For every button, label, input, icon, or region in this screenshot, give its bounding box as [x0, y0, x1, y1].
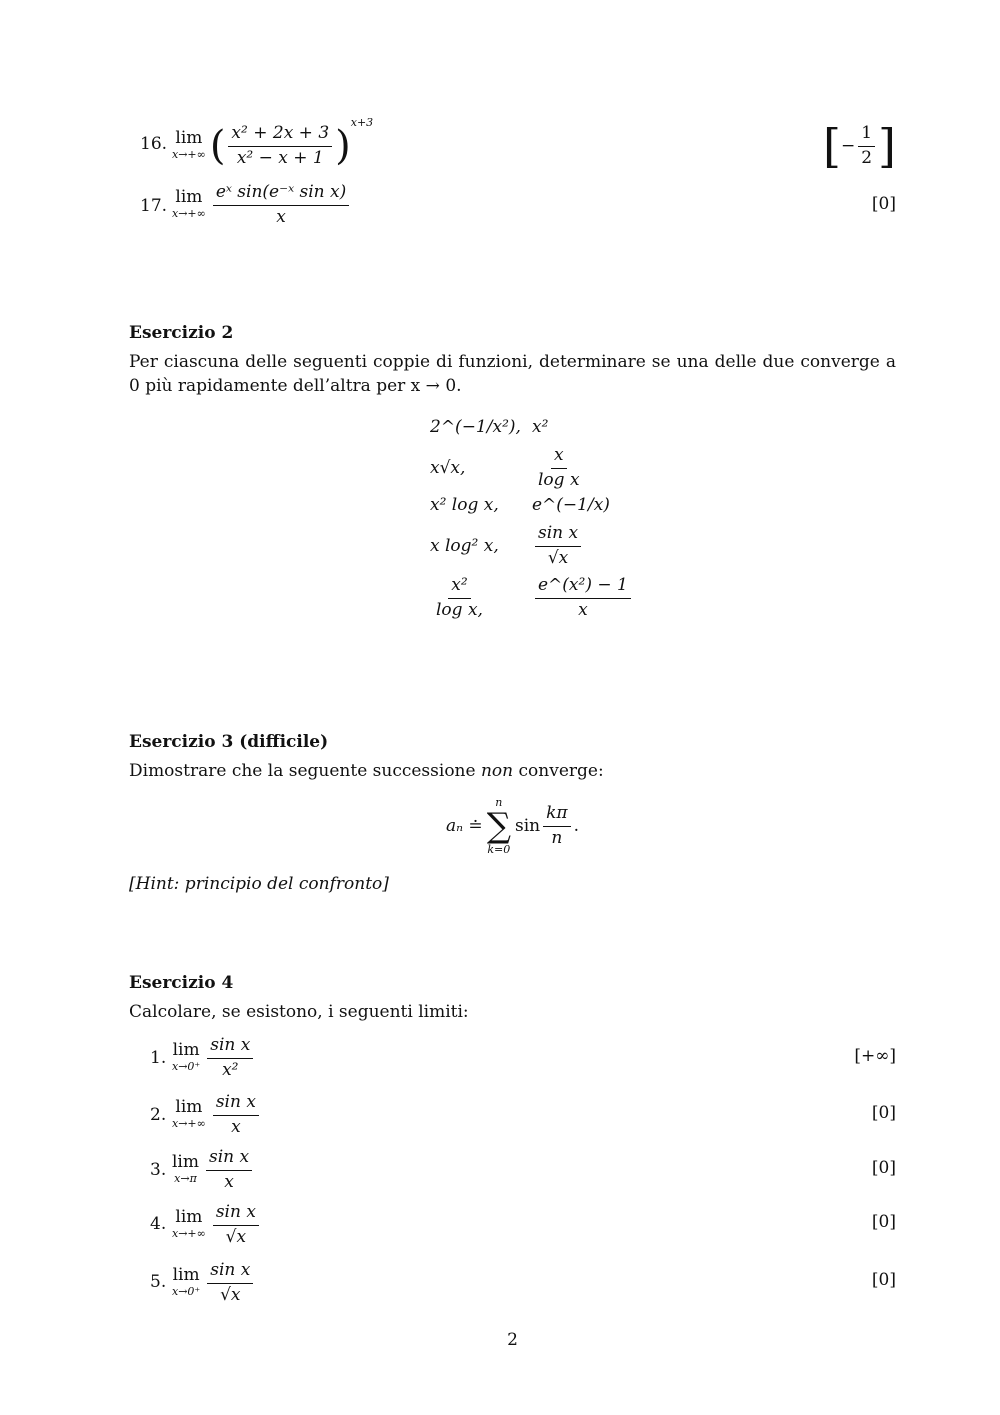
- exercise-3-heading: Esercizio 3 (difficile): [129, 732, 329, 752]
- exercise-3-text: Dimostrare che la seguente successione non converge:: [129, 761, 604, 781]
- pair-a: 2^(−1/x²),: [430, 417, 521, 437]
- pair-1: [430, 412, 630, 442]
- numerator: eˣ sin(e⁻ˣ sin x): [213, 183, 349, 206]
- item-number: 3.: [150, 1160, 167, 1180]
- lim-subscript: x→+∞: [172, 207, 206, 221]
- pair-5: [430, 574, 630, 622]
- lim-operator: lim x→0⁺: [172, 1265, 201, 1299]
- fraction: $\frac{\text{sin x}}{√x}$: [213, 1203, 259, 1247]
- limit-item-17: [0, 180, 1000, 230]
- pair-a: x√x,: [430, 458, 466, 478]
- lim-operator: lim x→+∞: [172, 187, 206, 221]
- fraction: $\frac{\text{sin x}}{x}$: [206, 1148, 252, 1192]
- lim-operator: lim x→+∞: [172, 1097, 206, 1131]
- pair-2: [430, 444, 630, 490]
- exercise-2-text: Per ciascuna delle seguenti coppie di funzioni, determinare se una delle due converge a 0 più rapidamente dell’altra per x → 0.: [129, 352, 896, 396]
- pair-a: $\frac{\text{x²}}{\text{log x,}}$: [436, 574, 483, 620]
- pair-a: x² log x,: [430, 495, 499, 515]
- limit-item-1: [0, 1034, 1000, 1082]
- denominator: x² − x + 1: [236, 147, 324, 168]
- limit-item-16: [0, 118, 1000, 174]
- pair-b: $\frac{x}{\text{log x}}$: [538, 444, 580, 490]
- numerator: x² + 2x + 3: [228, 124, 332, 147]
- right-paren: ): [335, 123, 351, 169]
- fraction: [228, 124, 332, 168]
- item-number: 5.: [150, 1272, 167, 1292]
- sum-symbol: n ∑ k=0: [486, 796, 511, 856]
- exercise-4-text: Calcolare, se esistono, i seguenti limiti:: [129, 1002, 469, 1022]
- limit-item-3: [0, 1146, 1000, 1194]
- page-number: 2: [507, 1330, 518, 1350]
- pair-a: x log² x,: [430, 536, 499, 556]
- answer: [0]: [871, 1212, 896, 1232]
- exercise-3-hint: [Hint: principio del confronto]: [129, 874, 389, 894]
- pair-b: $\frac{\text{e\textasciicircum{}(x²) − 1}}{x}$: [535, 576, 631, 620]
- fraction: $\frac{\text{sin x}}{x}$: [213, 1093, 259, 1137]
- pair-b: $\frac{\text{sin x}}{√x}$: [535, 524, 581, 568]
- answer: [0]: [871, 1158, 896, 1178]
- lim-operator: lim x→+∞: [172, 1207, 206, 1241]
- left-paren: (: [209, 123, 226, 169]
- lim-operator: lim x→π: [172, 1152, 199, 1186]
- answer: [+∞]: [854, 1046, 896, 1066]
- lim-subscript: x→+∞: [172, 148, 206, 162]
- exponent: x+3: [350, 116, 374, 129]
- item-number: 17.: [140, 196, 168, 216]
- fraction: $\frac{\text{sin x}}{√x}$: [207, 1261, 253, 1305]
- denominator: x: [276, 206, 286, 227]
- item-number: 16.: [140, 134, 168, 154]
- lim-operator: lim x→+∞: [172, 128, 206, 162]
- item-number: 4.: [150, 1214, 167, 1234]
- answer: [0]: [871, 1103, 896, 1123]
- exercise-2-heading: Esercizio 2: [129, 323, 234, 343]
- limit-item-2: [0, 1091, 1000, 1139]
- pair-4: [430, 524, 630, 568]
- pair-b: e^(−1/x): [532, 495, 610, 515]
- pair-3: [430, 490, 630, 520]
- lim-operator: lim x→0⁺: [172, 1040, 201, 1074]
- item-number: 1.: [150, 1048, 167, 1068]
- answer: [ − $\frac{1}{2}$ ]: [823, 119, 896, 173]
- exercise-4-heading: Esercizio 4: [129, 973, 234, 993]
- answer: [0]: [871, 194, 896, 214]
- limit-item-5: [0, 1258, 1000, 1308]
- item-number: 2.: [150, 1105, 167, 1125]
- sequence-formula: aₙ ≐ n ∑ k=0 sin $\frac{k\pi}{n}$ .: [446, 796, 579, 856]
- limit-item-4: [0, 1200, 1000, 1250]
- pair-b: x²: [532, 417, 549, 437]
- fraction: [213, 183, 349, 227]
- fraction: $\frac{\text{sin x}}{\text{x²}}$: [207, 1036, 253, 1080]
- answer: [0]: [871, 1270, 896, 1290]
